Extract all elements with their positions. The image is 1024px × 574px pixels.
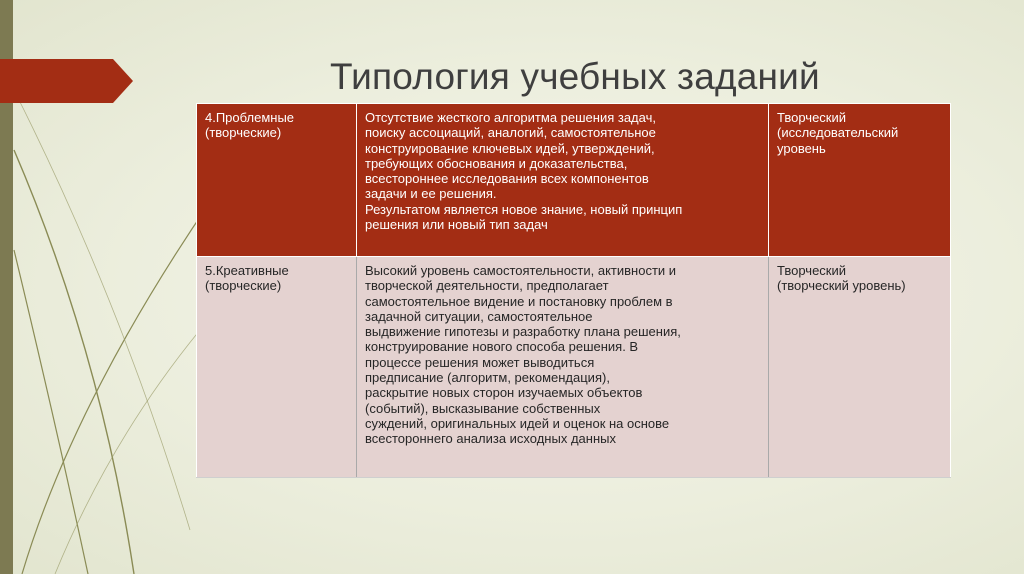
table-row — [197, 104, 951, 257]
level-line: уровень — [777, 140, 826, 156]
description-line: конструирование нового способа решения. В — [365, 339, 639, 355]
task-typology-table — [196, 103, 951, 478]
description-line: конструирование ключевых идей, утверждений, — [365, 140, 655, 156]
description-line: решения или новый тип задач — [365, 217, 548, 233]
description-line: поиску ассоциаций, аналогий, самостоятельное — [365, 125, 656, 141]
level-line: Творческий — [777, 263, 847, 278]
description-line: суждений, оригинальных идей и оценок на основе — [365, 415, 670, 431]
description-line: Высокий уровень самостоятельности, активности и — [365, 263, 677, 278]
level-line: (творческий уровень) — [777, 278, 906, 294]
description-line: предписание (алгоритм, рекомендация), — [365, 370, 610, 386]
task-description-cell — [357, 104, 769, 257]
description-line: самостоятельное видение и постановку проблем в — [365, 293, 673, 309]
table-row — [197, 257, 951, 478]
description-line: раскрытие новых сторон изучаемых объектов — [365, 385, 643, 401]
task-level-cell — [769, 104, 951, 257]
description-line: процессе решения может выводиться — [365, 354, 595, 370]
description-line: задачной ситуации, самостоятельное — [365, 308, 593, 324]
description-line: творческой деятельности, предполагает — [365, 278, 609, 294]
task-description-cell — [357, 257, 769, 478]
description-line: выдвижение гипотезы и разработку плана решения, — [365, 324, 681, 340]
slide-title: Типология учебных заданий — [330, 56, 820, 97]
task-level-cell — [769, 257, 951, 478]
level-line: (исследовательский — [777, 125, 899, 141]
description-line: Отсутствие жесткого алгоритма решения задач, — [365, 110, 656, 125]
task-type-cell: 5.Креативные (творческие) — [197, 257, 357, 478]
description-line: (событий), высказывание собственных — [365, 400, 601, 416]
description-line: всестороннего анализа исходных данных — [365, 431, 616, 447]
level-line: Творческий — [777, 110, 847, 125]
description-line: требующих обоснования и доказательства, — [365, 155, 628, 171]
description-line: задачи и ее решения. — [365, 186, 497, 202]
description-line: всестороннее исследования всех компонентов — [365, 171, 649, 187]
description-line: Результатом является новое знание, новый принцип — [365, 201, 683, 217]
title-accent-arrow — [0, 59, 134, 103]
task-type-cell: 4.Проблемные (творческие) — [197, 104, 357, 257]
